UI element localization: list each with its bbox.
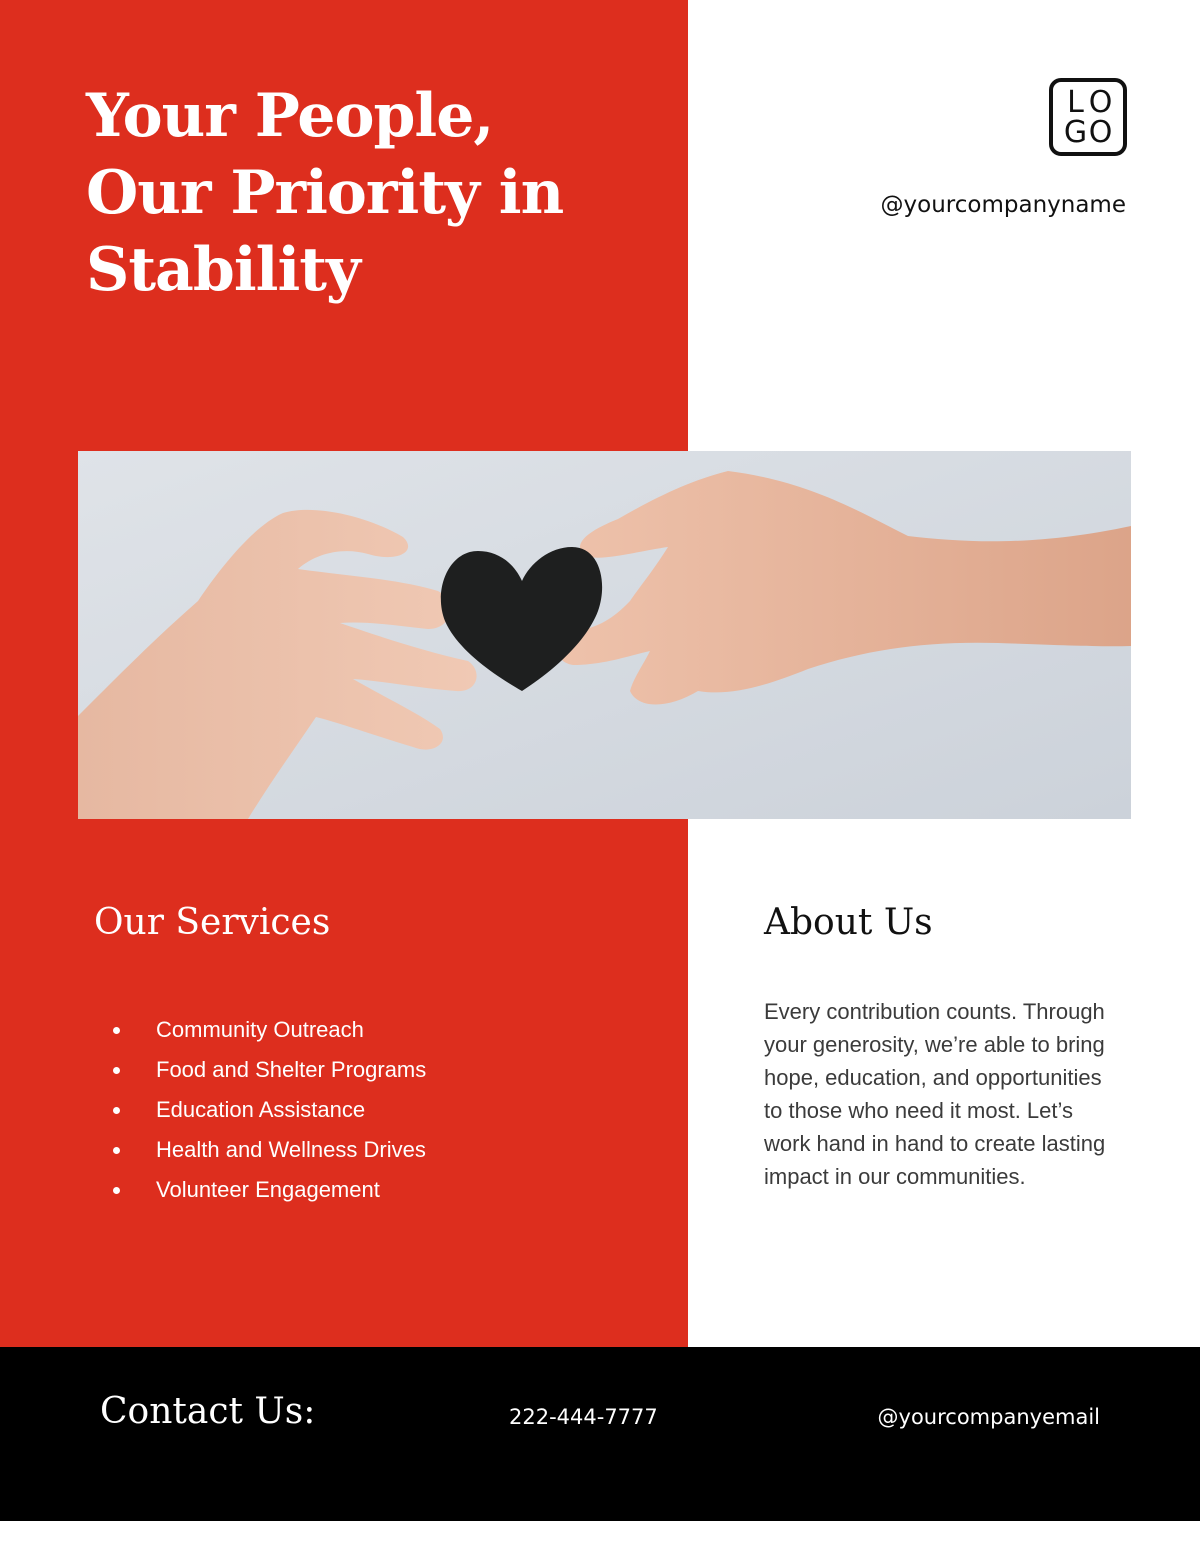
bullet-icon <box>113 1187 120 1194</box>
bullet-icon <box>113 1027 120 1034</box>
service-item-label: Community Outreach <box>156 1017 364 1042</box>
service-item-label: Health and Wellness Drives <box>156 1137 426 1162</box>
service-item-label: Education Assistance <box>156 1097 366 1122</box>
services-title: Our Services <box>94 902 331 943</box>
services-list <box>108 1010 426 1210</box>
service-item <box>108 1170 426 1210</box>
logo-letter: G <box>1063 115 1088 150</box>
headline-line-3: Stability <box>86 235 360 305</box>
bullet-icon <box>113 1107 120 1114</box>
contact-phone: 222-444-7777 <box>509 1405 658 1429</box>
logo-letter: O <box>1088 85 1113 120</box>
service-item <box>108 1130 426 1170</box>
hero-photo <box>78 451 1131 819</box>
logo-letter: L <box>1067 85 1084 120</box>
service-item <box>108 1010 426 1050</box>
headline-line-1: Your People, <box>86 81 494 151</box>
service-item <box>108 1050 426 1090</box>
service-item-label: Food and Shelter Programs <box>156 1057 427 1082</box>
logo-letter: O <box>1088 115 1113 150</box>
service-item <box>108 1090 426 1130</box>
service-item-label: Volunteer Engagement <box>156 1177 380 1202</box>
about-body: Every contribution counts. Through your generosity, we’re able to bring hope, education, and opportunities to those who need it most. Let’s work hand in hand to create lasting impact in our communities. <box>764 999 1106 1189</box>
company-logo <box>1049 78 1127 156</box>
bullet-icon <box>113 1147 120 1154</box>
headline <box>86 78 646 309</box>
contact-email: @yourcompanyemail <box>877 1405 1100 1429</box>
contact-label: Contact Us: <box>100 1391 316 1432</box>
bullet-icon <box>113 1067 120 1074</box>
social-handle: @yourcompanyname <box>880 192 1126 218</box>
headline-line-2: Our Priority in <box>86 158 564 228</box>
about-title: About Us <box>764 902 933 943</box>
